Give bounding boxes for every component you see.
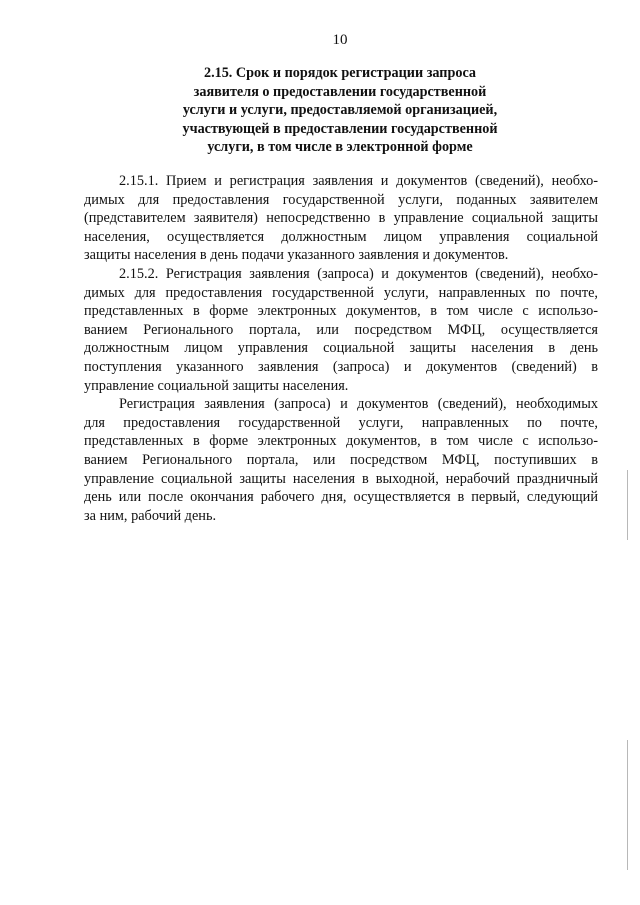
- text-line: ванием Регионального портала, или посредством МФЦ, осуществляется: [84, 321, 598, 338]
- heading-line: услуги, в том числе в электронной форме: [207, 139, 473, 156]
- heading-line: услуги и услуги, предоставляемой организацией,: [182, 102, 498, 119]
- page-number: 10: [332, 32, 348, 48]
- text-line: для предоставления государственной услуги, направленных по почте,: [84, 414, 598, 431]
- paragraph-registration-non-working-day: [84, 395, 598, 525]
- text-line: представленных в форме электронных документов, в том числе с использо-: [84, 433, 598, 450]
- text-line: управление социальной защиты населения.: [84, 377, 349, 394]
- scan-edge-mark: [627, 740, 628, 870]
- text-line: защиты населения в день подачи указанного заявления и документов.: [84, 247, 509, 264]
- text-line: за ним, рабочий день.: [84, 507, 217, 524]
- heading-line: заявителя о предоставлении государственной: [193, 83, 487, 100]
- document-body: [84, 172, 598, 525]
- heading-line: участвующей в предоставлении государственной: [182, 120, 498, 137]
- paragraph-2-15-2: [84, 265, 598, 395]
- text-line: 2.15.2. Регистрация заявления (запроса) и документов (сведений), необхо-: [119, 265, 598, 282]
- text-line: день или после окончания рабочего дня, осуществляется в первый, следующий: [84, 489, 598, 506]
- text-line: (представителем заявителя) непосредственно в управление социальной защиты: [84, 210, 598, 227]
- text-line: населения, осуществляется должностным лицом управления социальной: [84, 228, 598, 245]
- text-line: представленных в форме электронных документов, в том числе с использо-: [84, 303, 598, 320]
- text-line: Регистрация заявления (запроса) и документов (сведений), необходимых: [119, 396, 598, 413]
- text-line: управление социальной защиты населения в выходной, нерабочий праздничный: [84, 470, 598, 487]
- text-line: димых для предоставления государственной услуги, поданных заявителем: [84, 191, 598, 208]
- text-line: должностным лицом управления социальной защиты населения в день: [84, 340, 598, 357]
- text-line: поступления указанного заявления (запроса) и документов (сведений) в: [84, 358, 598, 375]
- text-line: 2.15.1. Прием и регистрация заявления и документов (сведений), необхо-: [119, 173, 598, 189]
- scan-edge-mark: [627, 470, 628, 540]
- section-heading: [140, 64, 540, 157]
- heading-line: 2.15. Срок и порядок регистрации запроса: [203, 65, 477, 81]
- paragraph-2-15-1: [84, 172, 598, 265]
- text-line: димых для предоставления государственной услуги, направленных по почте,: [84, 284, 598, 301]
- text-line: ванием Регионального портала, или посредством МФЦ, поступивших в: [84, 451, 598, 468]
